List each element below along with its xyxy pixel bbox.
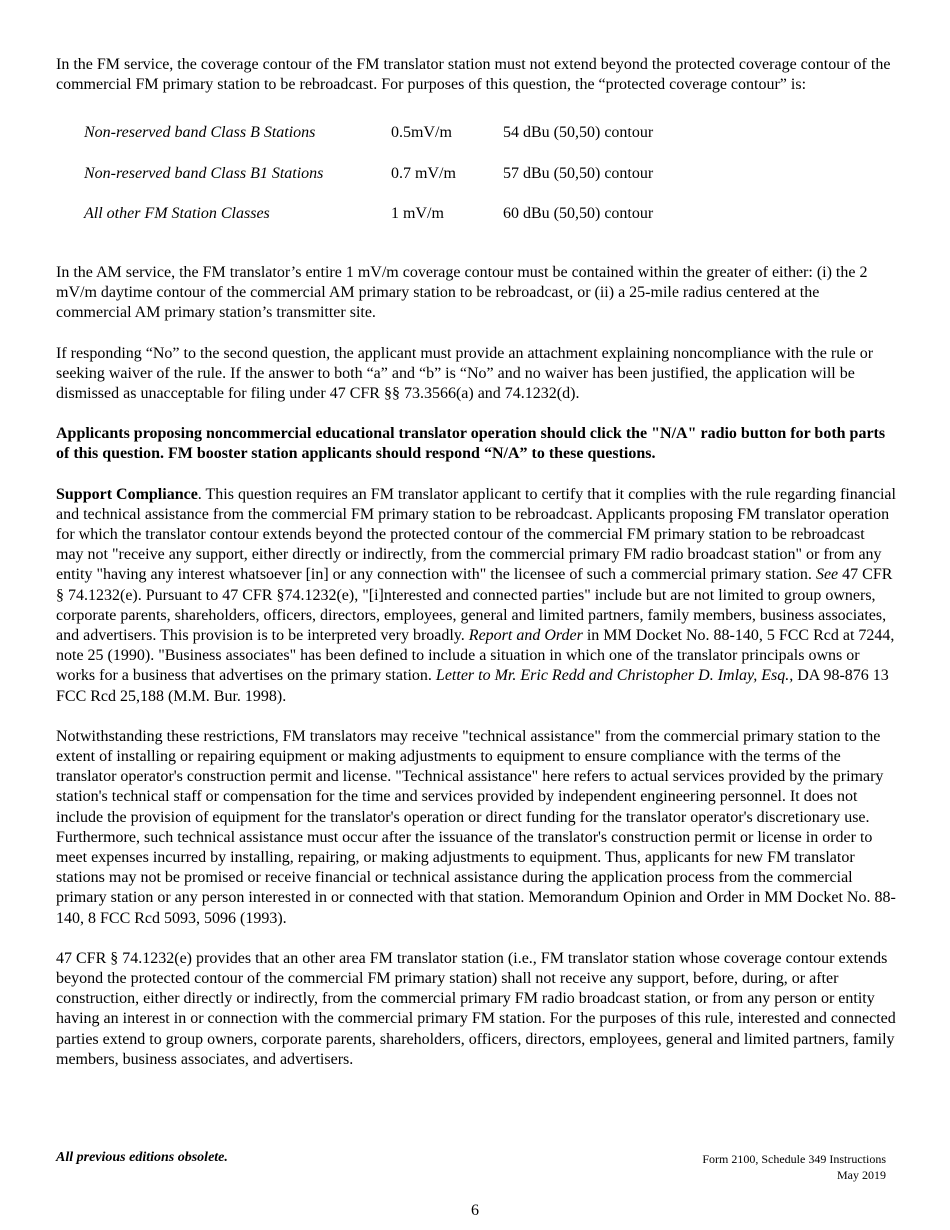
table-row <box>84 204 653 245</box>
contour-value: 57 dBu (50,50) contour <box>503 164 654 182</box>
table-row <box>84 164 653 205</box>
letter-title: Letter to Mr. Eric Redd and Christopher D. Imlay, Esq., <box>435 667 794 685</box>
see-citation: See <box>815 566 839 584</box>
station-class: All other FM Station Classes <box>84 205 270 223</box>
field-strength: 0.7 mV/m <box>391 164 456 182</box>
field-strength: 1 mV/m <box>391 205 444 223</box>
intro-paragraph: In the FM service, the coverage contour of the FM translator station must not extend beyond the protected coverage contour of the commercial FM primary station to be rebroadcast. For purposes of this question, the “protected coverage contour” is: <box>56 56 891 94</box>
document-body <box>56 55 896 1090</box>
support-text: 47 CFR § 74.1232(e). Pursuant to 47 CFR §74.1232(e), "[i]nterested and connected parties" include but are not limited to group owners, corporate parents, shareholders, officers, directors, employees, general and limited partners, family members, business associates, and advertisers. This provision is to be interpreted very broadly. <box>56 566 893 644</box>
footer-form-info <box>702 1151 886 1183</box>
technical-assistance-paragraph: Notwithstanding these restrictions, FM translators may receive "technical assistance" from the commercial primary station to the extent of installing or repairing equipment or making adjustments to equipment to ensure compliance with the terms of the translator operator's construction permit and license. "Technical assistance" here refers to actual services provided by the primary station's technical staff or compensation for the time and services provided by independent engineering personnel. It does not include the provision of equipment for the translator's operation or direct funding for the translator operator's discretionary use. Furthermore, such technical assistance must occur after the issuance of the translator's construction permit or license in order to meet expenses incurred by installing, repairing, or making adjustments to equipment. Thus, applicants for new FM translator stations may not be promised or receive financial or technical assistance during the application process from the commercial primary station or any person interested in or connected with that station. Memorandum Opinion and Order in MM Docket No. 88-140, 8 FCC Rcd 5093, 5096 (1993). <box>56 727 896 927</box>
rule-summary-paragraph: 47 CFR § 74.1232(e) provides that an other area FM translator station (i.e., FM translator station whose coverage contour extends beyond the protected contour of the commercial FM primary station) shall not receive any support, before, during, or after construction, either directly or indirectly, from the commercial primary FM radio broadcast station, or from any person or entity having an interest in or connection with the commercial primary FM station. For the purposes of this rule, interested and connected parties extend to group owners, corporate parents, shareholders, officers, directors, employees, general and limited partners, family members, business associates, and advertisers. <box>56 949 896 1068</box>
station-class: Non-reserved band Class B Stations <box>84 124 316 142</box>
contour-value: 54 dBu (50,50) contour <box>503 124 654 142</box>
support-text: DA 98-876 13 FCC Rcd 25,188 (M.M. Bur. 1998). <box>56 667 889 705</box>
station-class: Non-reserved band Class B1 Stations <box>84 164 324 182</box>
footer-obsolete-note: All previous editions obsolete. <box>56 1150 228 1165</box>
field-strength: 0.5mV/m <box>391 124 452 142</box>
table-row <box>84 123 653 164</box>
support-compliance-heading: Support Compliance <box>56 485 198 503</box>
no-response-paragraph: If responding “No” to the second question, the applicant must provide an attachment explaining noncompliance with the rule or seeking waiver of the rule. If the answer to both “a” and “b” is “No” and no waiver has been justified, the application will be dismissed as unacceptable for filing under 47 CFR §§ 73.3566(a) and 74.1232(d). <box>56 344 874 402</box>
protected-contour-table <box>84 123 653 245</box>
nce-note-paragraph: Applicants proposing noncommercial educational translator operation should click the "N/A" radio button for both parts of this question. FM booster station applicants should respond “N/A” to these questions. <box>56 425 886 463</box>
support-text: . This question requires an FM translator applicant to certify that it complies with the rule regarding financial and technical assistance from the commercial FM primary station to be rebroadcast. Applicants proposing FM translator operation for which the translator contour extends beyond the protected contour of the commercial FM primary station to be rebroadcast may not "receive any support, either directly or indirectly, from the commercial primary FM radio broadcast station" or from any entity "having any interest whatsoever [in] or any connection with" the licensee of such a commercial primary station. <box>56 485 896 584</box>
support-compliance-paragraph <box>56 485 896 707</box>
am-service-paragraph: In the AM service, the FM translator’s entire 1 mV/m coverage contour must be contained within the greater of either: (i) the 2 mV/m daytime contour of the commercial AM primary station to be rebroadcast, or (ii) a 25-mile radius centered at the commercial AM primary station’s transmitter site. <box>56 263 868 322</box>
page-number: 6 <box>471 1202 479 1219</box>
footer-date: May 2019 <box>837 1168 886 1182</box>
report-order-title: Report and Order <box>468 626 583 644</box>
footer-form-name: Form 2100, Schedule 349 Instructions <box>702 1152 886 1166</box>
support-text: in MM Docket No. 88-140, 5 FCC Rcd at 7244, note 25 (1990). "Business associates" has been defined to include a situation in which one of the translator principals owns or works for a business that advertises on the primary station. <box>56 626 895 685</box>
contour-value: 60 dBu (50,50) contour <box>503 205 654 223</box>
